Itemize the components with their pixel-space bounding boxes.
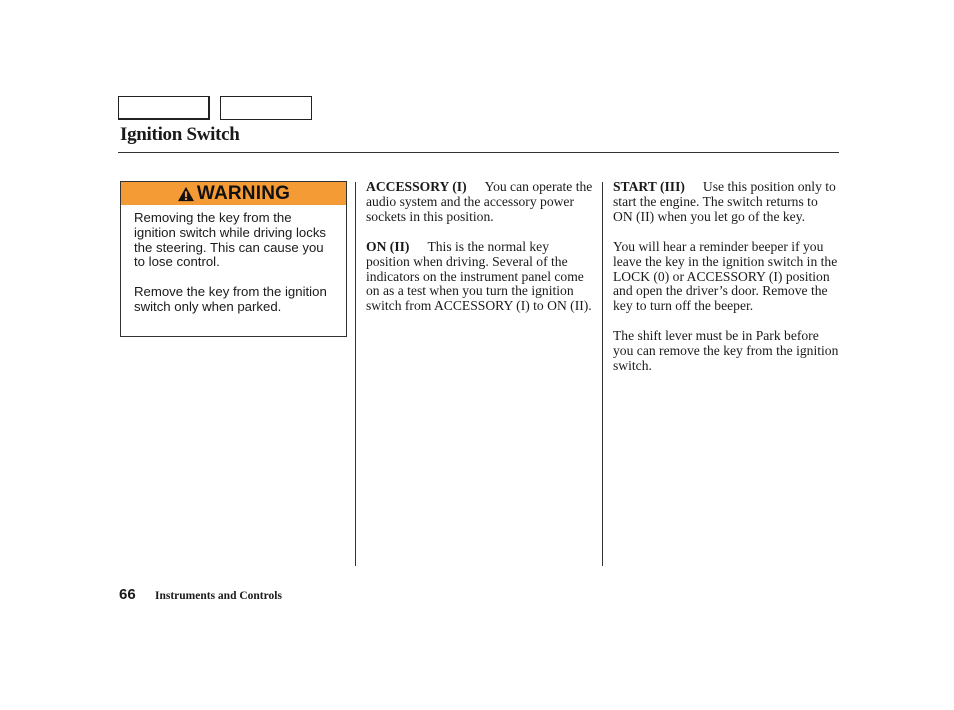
start-paragraph — [613, 180, 839, 225]
page-number: 66 — [119, 586, 136, 603]
nav-tab-box-1 — [118, 96, 210, 120]
column-divider-right — [602, 182, 603, 566]
warning-label: WARNING — [196, 182, 291, 204]
beeper-paragraph: You will hear a reminder beeper if you leave the key in the ignition switch in the LOCK (0) or ACCESSORY (I) position and open the driver’s door. Remove the key to turn off the beeper. — [613, 238, 838, 314]
page-title: Ignition Switch — [120, 124, 240, 145]
warning-box — [120, 181, 347, 337]
warning-header — [121, 182, 346, 205]
warning-paragraph: Removing the key from the ignition switch while driving locks the steering. This can cause you to lose control. — [134, 210, 327, 270]
warning-paragraph: Remove the key from the ignition switch only when parked. — [134, 284, 327, 314]
start-term: START (III) — [613, 179, 685, 194]
section-name: Instruments and Controls — [155, 590, 282, 602]
shift-lever-paragraph: The shift lever must be in Park before you can remove the key from the ignition switch. — [613, 328, 839, 374]
on-term: ON (II) — [366, 238, 410, 254]
accessory-term: ACCESSORY (I) — [366, 179, 467, 194]
on-text: This is the normal key position when driving. Several of the indicators on the instrument panel come on as a test when you turn the ignition switch from ACCESSORY (I) to ON (II). — [366, 238, 592, 314]
column-divider-left — [355, 182, 356, 566]
title-divider — [118, 152, 839, 153]
accessory-text: You can operate the audio system and the accessory power sockets in this position. — [366, 179, 593, 224]
accessory-paragraph — [366, 180, 594, 225]
nav-tab-box-2 — [220, 96, 312, 120]
middle-column — [366, 180, 594, 329]
warning-body — [121, 205, 346, 315]
start-text: Use this position only to start the engine. The switch returns to ON (II) when you let go of the key. — [613, 179, 836, 224]
warning-triangle-icon — [177, 186, 195, 202]
on-paragraph — [366, 240, 594, 315]
right-column — [613, 180, 839, 389]
